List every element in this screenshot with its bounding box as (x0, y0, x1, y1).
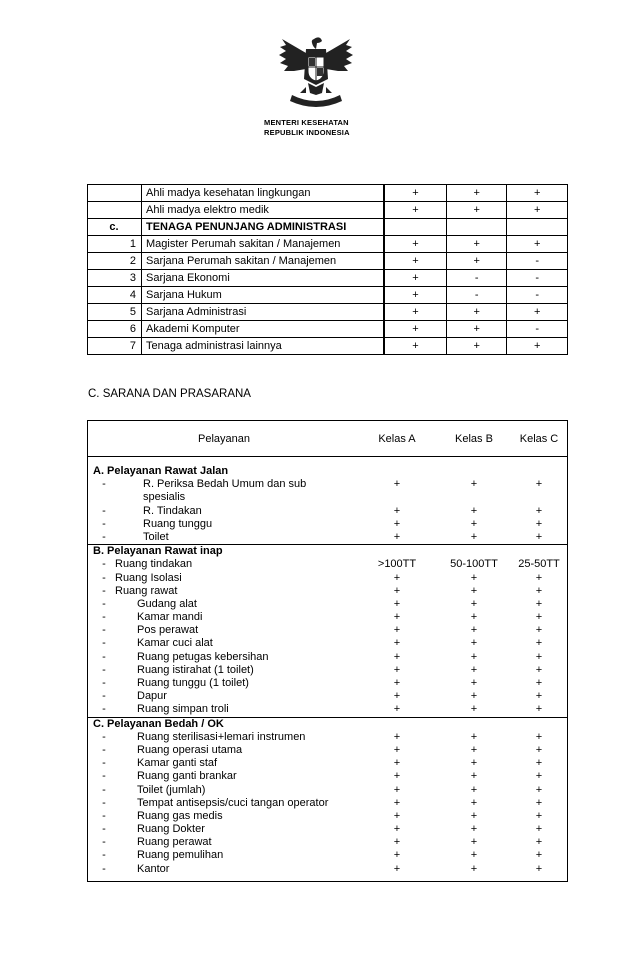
ministry-title: MENTERI KESEHATAN (264, 118, 349, 127)
class-b-cell: + (446, 185, 507, 202)
ministry-header (264, 118, 350, 138)
class-c-column: + + + + + + + + + + + (510, 717, 568, 876)
header-class-a: Kelas A (356, 421, 438, 457)
class-b-column: + + + + (438, 457, 510, 545)
list-item: - Ruang istirahat (1 toilet) (102, 663, 254, 676)
header-class-b: Kelas B (438, 421, 510, 457)
row-number: c. (88, 219, 142, 236)
block-title: B. Pelayanan Rawat inap (93, 545, 223, 558)
list-item: - R. Periksa Bedah Umum dan sub (102, 478, 307, 491)
list-item: - Ruang tunggu (1 toilet) (102, 677, 249, 689)
list-item: - Pos perawat (102, 624, 199, 637)
row-number: 6 (88, 321, 142, 338)
class-a-cell: + (384, 321, 446, 338)
class-a-column: >100TT + + + + + + + + + + + (356, 545, 438, 717)
class-a-column: + + + + (356, 457, 438, 545)
list-item: - Toilet (102, 530, 169, 543)
class-c-column: 25-50TT + + + + + + + + + + + (510, 545, 568, 717)
class-c-cell: - (507, 253, 568, 270)
staff-name: Ahli madya kesehatan lingkungan (142, 185, 385, 202)
class-c-cell: + (507, 304, 568, 321)
staff-name: Akademi Komputer (142, 321, 385, 338)
list-item: - Ruang tunggu (102, 517, 213, 530)
row-number: 4 (88, 287, 142, 304)
class-a-cell: + (384, 185, 446, 202)
class-b-column: 50-100TT + + + + + + + + + + + (438, 545, 510, 717)
list-item: - Ruang Isolasi (102, 571, 182, 584)
table-row (88, 304, 568, 321)
service-column (87, 545, 356, 717)
row-number (88, 202, 142, 219)
service-column (87, 717, 356, 876)
staff-name: Sarjana Ekonomi (142, 270, 385, 287)
class-a-cell: + (384, 236, 446, 253)
facility-block-rawat-inap (87, 545, 568, 717)
row-number: 2 (88, 253, 142, 270)
class-b-cell: + (446, 304, 507, 321)
list-item: - Dapur (102, 690, 167, 703)
row-number: 7 (88, 338, 142, 355)
header-class-c: Kelas C (510, 421, 568, 457)
class-b-cell: + (446, 253, 507, 270)
staff-name: Sarjana Hukum (142, 287, 385, 304)
table-row (88, 253, 568, 270)
list-item: - Ruang petugas kebersihan (102, 650, 269, 663)
class-c-cell (507, 219, 568, 236)
class-a-cell: + (384, 253, 446, 270)
class-c-cell: - (507, 321, 568, 338)
list-item: - Ruang tindakan (102, 558, 193, 571)
table-row (88, 236, 568, 253)
class-a-cell: + (384, 287, 446, 304)
list-item: - R. Tindakan (102, 504, 202, 517)
list-item: - Kamar mandi (102, 611, 203, 624)
class-b-cell: + (446, 321, 507, 338)
list-item: - Ruang pemulihan (102, 849, 224, 862)
list-item: - Ruang operasi utama (102, 743, 243, 756)
list-item: - Ruang gas medis (102, 809, 223, 822)
class-a-cell: + (384, 270, 446, 287)
row-number: 1 (88, 236, 142, 253)
staff-name: Sarjana Administrasi (142, 304, 385, 321)
class-a-cell (384, 219, 446, 236)
list-item: - Kamar cuci alat (102, 637, 213, 650)
class-c-cell: + (507, 185, 568, 202)
section-title: C. SARANA DAN PRASARANA (88, 388, 251, 400)
garuda-emblem-icon (276, 35, 356, 111)
list-item: - Ruang perawat (102, 836, 212, 849)
class-a-cell: + (384, 338, 446, 355)
class-b-cell: + (446, 202, 507, 219)
list-item: - Ruang sterilisasi+lemari instrumen (102, 730, 306, 743)
table-row (88, 287, 568, 304)
table-row (88, 202, 568, 219)
country-title: REPUBLIK INDONESIA (264, 128, 350, 137)
list-item: - Ruang ganti brankar (102, 770, 237, 783)
facility-block-bedah (87, 717, 568, 876)
class-b-column: + + + + + + + + + + + (438, 717, 510, 876)
class-b-cell: + (446, 236, 507, 253)
facility-table (87, 420, 568, 876)
list-item: - Toilet (jumlah) (102, 783, 206, 796)
list-item: - Ruang simpan troli (102, 703, 229, 716)
list-item: - Ruang rawat (102, 584, 178, 597)
table-row (88, 185, 568, 202)
table-header-row (87, 421, 568, 457)
list-item: - Kamar ganti staf (102, 757, 218, 770)
class-a-cell: + (384, 202, 446, 219)
class-c-column: + + + + (510, 457, 568, 545)
class-c-cell: + (507, 338, 568, 355)
class-a-column: + + + + + + + + + + + (356, 717, 438, 876)
class-c-cell: + (507, 202, 568, 219)
list-item: - Tempat antisepsis/cuci tangan operator (102, 796, 329, 809)
class-b-cell: + (446, 338, 507, 355)
class-c-cell: - (507, 287, 568, 304)
row-number (88, 185, 142, 202)
table-row (88, 338, 568, 355)
class-b-cell: - (446, 270, 507, 287)
class-c-cell: + (507, 236, 568, 253)
class-b-cell: - (446, 287, 507, 304)
class-a-cell: + (384, 304, 446, 321)
class-b-cell (446, 219, 507, 236)
block-title: A. Pelayanan Rawat Jalan (93, 465, 229, 477)
list-item: - Ruang Dokter (102, 823, 205, 836)
list-item: - Kantor (102, 862, 170, 875)
list-item: - Gudang alat (102, 597, 197, 610)
service-column (87, 457, 356, 545)
staff-name: Sarjana Perumah sakitan / Manajemen (142, 253, 385, 270)
table-row (88, 219, 568, 236)
table-row (88, 321, 568, 338)
facility-block-rawat-jalan (87, 457, 568, 545)
row-number: 3 (88, 270, 142, 287)
block-title: C. Pelayanan Bedah / OK (93, 717, 224, 730)
staff-name: Magister Perumah sakitan / Manajemen (142, 236, 385, 253)
header-service: Pelayanan (87, 421, 356, 457)
list-item: spesialis (143, 491, 186, 504)
row-number: 5 (88, 304, 142, 321)
staff-name: Tenaga administrasi lainnya (142, 338, 385, 355)
class-c-cell: - (507, 270, 568, 287)
staff-requirements-table (87, 184, 568, 355)
staff-category: TENAGA PENUNJANG ADMINISTRASI (142, 219, 385, 236)
table-row (88, 270, 568, 287)
staff-name: Ahli madya elektro medik (142, 202, 385, 219)
